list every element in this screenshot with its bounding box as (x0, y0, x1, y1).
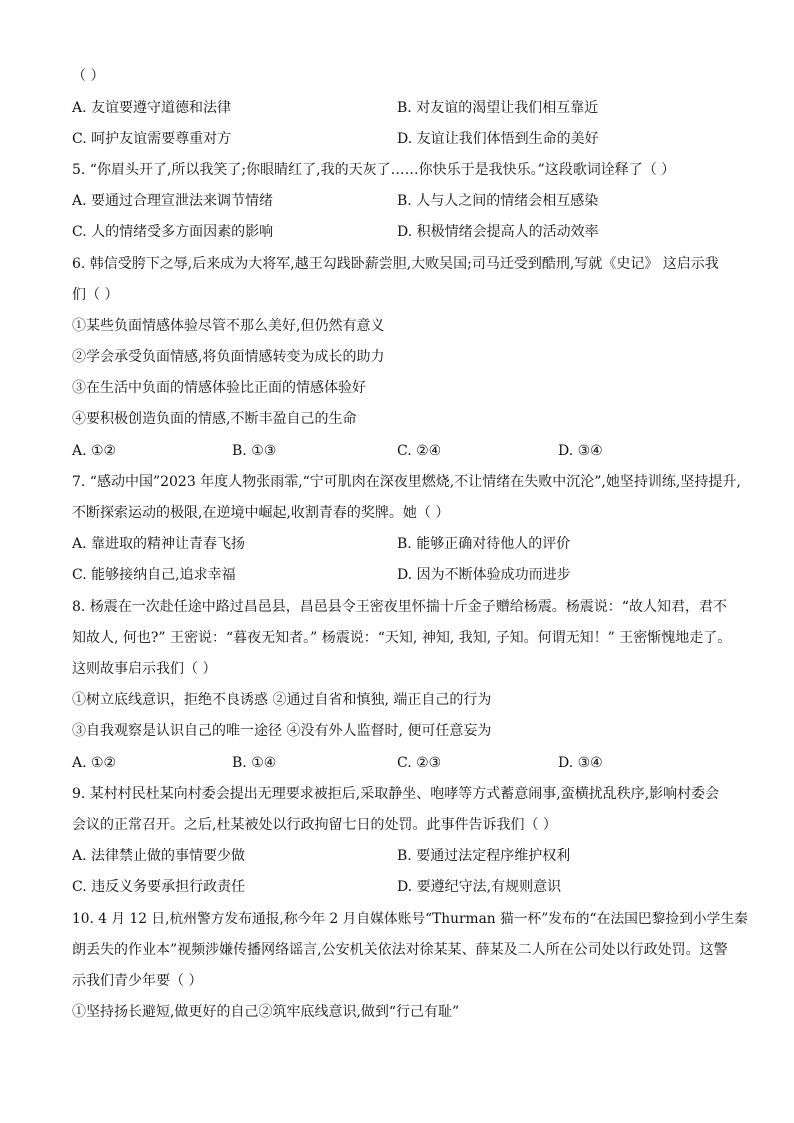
q6-option-d: D. ③④ (558, 443, 603, 459)
q4-option-d: D. 友谊让我们体悟到生命的美好 (397, 131, 599, 147)
q7-option-c: C. 能够接纳自己,追求幸福 (72, 567, 236, 583)
q7-stem-line2: 不断探索运动的极限,在逆境中崛起,收割青春的奖牌。她（ ） (72, 505, 450, 521)
q8-stem-line1: 8. 杨震在一次赴任途中路过昌邑县，昌邑县令王密夜里怀揣十斤金子赠给杨震。杨震说：“故人知君，君不 (72, 599, 727, 615)
q6-statement-3: ③在生活中负面的情感体验比正面的情感体验好 (72, 380, 366, 396)
q6-option-a: A. ①② (72, 443, 117, 459)
q8-statements-row1: ①树立底线意识，拒绝不良诱惑 ②通过自省和慎独, 端正自己的行为 (72, 692, 492, 708)
q6-statement-1: ①某些负面情感体验尽管不那么美好,但仍然有意义 (72, 318, 385, 334)
q6-option-b: B. ①③ (232, 443, 277, 459)
q4-option-b: B. 对友谊的渴望让我们相互靠近 (397, 100, 599, 116)
q7-option-d: D. 因为不断体验成功而进步 (397, 567, 571, 583)
q5-option-d: D. 积极情绪会提高人的活动效率 (397, 224, 599, 240)
q8-option-a: A. ①② (72, 755, 117, 771)
q4-option-c: C. 呵护友谊需要尊重对方 (72, 131, 232, 147)
q5-stem: 5. “你眉头开了,所以我笑了;你眼睛红了,我的天灰了……你快乐于是我快乐。”这段歌词诠释了（ ） (72, 162, 676, 178)
q6-statement-2: ②学会承受负面情感,将负面情感转变为成长的助力 (72, 349, 385, 365)
q6-statement-4: ④要积极创造负面的情感,不断丰盈自己的生命 (72, 411, 357, 427)
q8-option-b: B. ①④ (232, 755, 277, 771)
q9-option-a: A. 法律禁止做的事情要少做 (72, 848, 246, 864)
q7-stem-line1: 7. “感动中国”2023 年度人物张雨霏,“宁可肌肉在深夜里燃烧,不让情绪在失败中沉沦”,她坚持训练,坚持提升, (72, 474, 741, 490)
q9-option-b: B. 要通过法定程序维护权利 (397, 848, 571, 864)
q8-option-d: D. ③④ (558, 755, 603, 771)
q9-option-d: D. 要遵纪守法,有规则意识 (397, 879, 562, 895)
q8-statements-row2: ③自我观察是认识自己的唯一途径 ④没有外人监督时, 便可任意妄为 (72, 723, 492, 739)
q6-option-c: C. ②④ (397, 443, 442, 459)
q10-stem-line2: 朗丢失的作业本”视频涉嫌传播网络谣言,公安机关依法对徐某某、薛某及二人所在公司处以行政处罚。这警 (72, 942, 728, 958)
q6-stem-line2: 们（ ） (72, 287, 119, 303)
q10-stem-line1: 10. 4 月 12 日,杭州警方发布通报,称今年 2 月自媒体账号“Thurman 猫一杯”发布的“在法国巴黎捡到小学生秦 (72, 911, 748, 927)
q10-stem-line3: 示我们青少年要（ ） (72, 973, 203, 989)
q10-statements-row1: ①坚持扬长避短,做更好的自己②筑牢底线意识,做到“行己有耻” (72, 1004, 460, 1020)
q6-stem-line1: 6. 韩信受胯下之辱,后来成为大将军,越王勾践卧薪尝胆,大败吴国;司马迁受到酷刑,写就《史记》 这启示我 (72, 256, 719, 272)
q9-stem-line2: 会议的正常召开。之后,杜某被处以行政拘留七日的处罚。此事件告诉我们（ ） (72, 817, 557, 833)
q8-stem-line3: 这则故事启示我们（ ） (72, 661, 217, 677)
q8-stem-line2: 知故人, 何也?” 王密说：“暮夜无知者。” 杨震说：“天知, 神知, 我知, 子知。何谓无知！” 王密惭愧地走了。 (72, 630, 732, 646)
q8-option-c: C. ②③ (397, 755, 442, 771)
q4-option-a: A. 友谊要遵守道德和法律 (72, 100, 232, 116)
q5-option-c: C. 人的情绪受多方面因素的影响 (72, 224, 274, 240)
q7-option-b: B. 能够正确对待他人的评价 (397, 536, 571, 552)
q5-option-a: A. 要通过合理宣泄法来调节情绪 (72, 193, 274, 209)
q4-answer-blank: （ ） (72, 68, 105, 84)
q9-option-c: C. 违反义务要承担行政责任 (72, 879, 246, 895)
q5-option-b: B. 人与人之间的情绪会相互感染 (397, 193, 599, 209)
q9-stem-line1: 9. 某村村民杜某向村委会提出无理要求被拒后,采取静坐、咆哮等方式蓄意闹事,蛮横扰乱秩序,影响村委会 (72, 786, 720, 802)
q7-option-a: A. 靠进取的精神让青春飞扬 (72, 536, 246, 552)
